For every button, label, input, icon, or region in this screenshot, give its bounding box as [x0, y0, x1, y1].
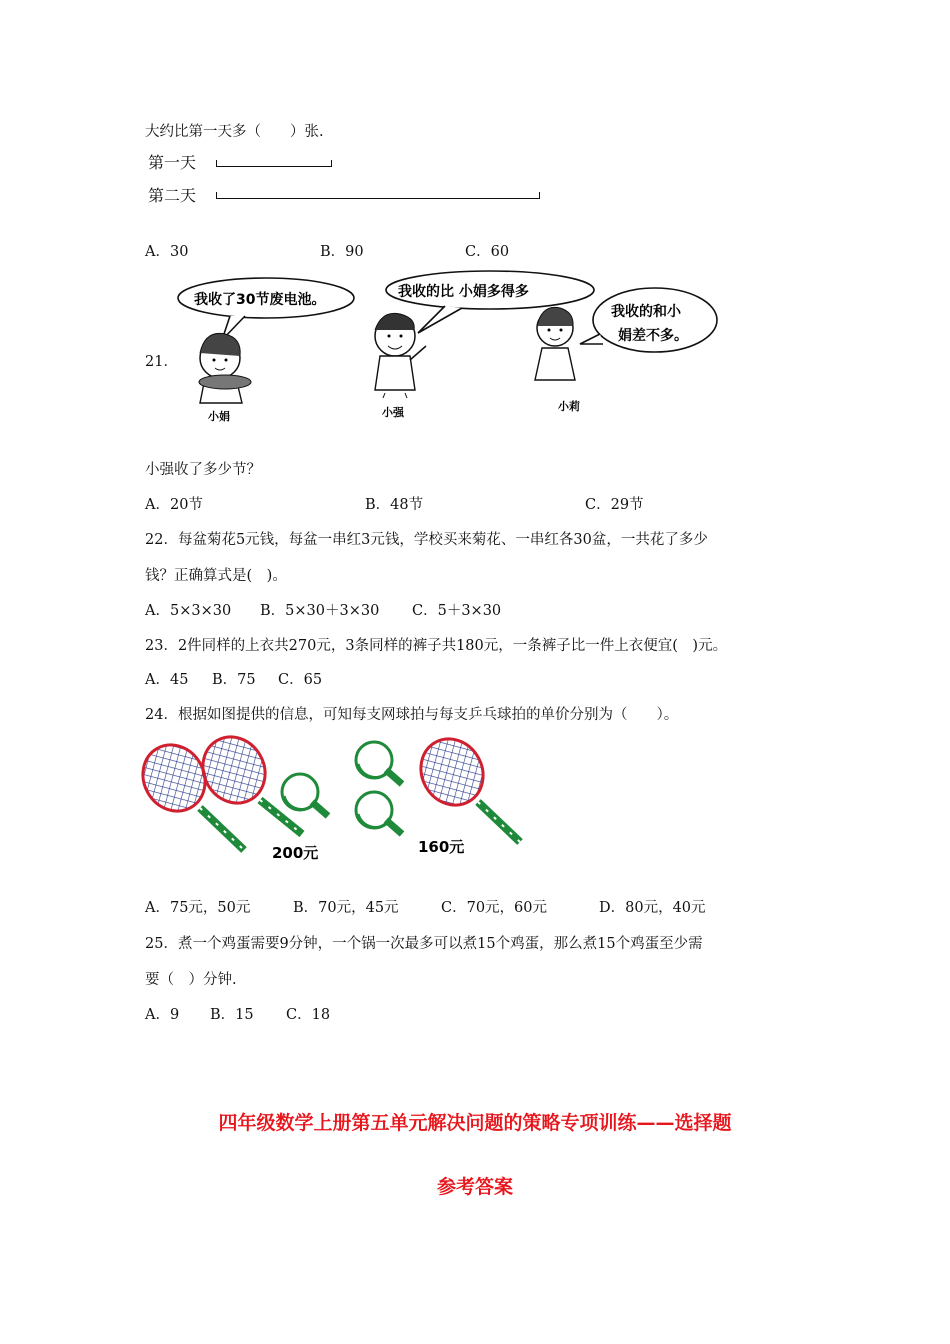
name-3: 小莉	[558, 400, 580, 413]
answer-section-title: 四年级数学上册第五单元解决问题的策略专项训练——选择题	[218, 1112, 732, 1134]
q25-line1: 25．煮一个鸡蛋需要9分钟，一个锅一次最多可以煮15个鸡蛋，那么煮15个鸡蛋至少需	[145, 936, 703, 952]
boy-xiaoqiang-figure	[375, 313, 426, 398]
q25-option-b[interactable]: B．15	[210, 1007, 254, 1023]
q24-option-d[interactable]: D．80元，40元	[599, 900, 706, 916]
q21-question: 小强收了多少节？	[145, 462, 261, 478]
q25-line2: 要（ ）分钟.	[145, 972, 237, 988]
q23-line1: 23．2件同样的上衣共270元，3条同样的裤子共180元，一条裤子比一件上衣便宜( )元。	[145, 638, 728, 654]
bar2-label: 第二天	[148, 186, 197, 205]
price-label-2: 160元	[418, 838, 465, 856]
q25-options	[145, 1003, 330, 1024]
q22-line1: 22．每盆菊花5元钱，每盆一串红3元钱，学校买来菊花、一串红各30盆，一共花了多少	[145, 532, 708, 548]
speech-text-3a: 我收的和小	[611, 304, 681, 320]
q21-option-c[interactable]: C．29节	[585, 497, 644, 513]
q22-option-a[interactable]: A．5×3×30	[145, 603, 232, 619]
ping-pong-paddle-icon	[356, 742, 402, 784]
name-1: 小娟	[208, 410, 230, 423]
q24-options	[145, 896, 706, 917]
q21-number: 21．	[145, 354, 178, 370]
q20-stem: 大约比第一天多（ ）张.	[145, 124, 324, 140]
q20-option-c[interactable]: C．60	[465, 244, 510, 260]
price-label-1: 200元	[272, 844, 319, 862]
tennis-racket-icon	[409, 730, 520, 842]
q23-options	[145, 668, 322, 689]
q24-rackets-figure	[140, 730, 540, 865]
q20-options	[145, 240, 509, 261]
bar1-label: 第一天	[148, 153, 197, 172]
q23-option-a[interactable]: A．45	[145, 672, 189, 688]
girl-xiaoli-figure	[535, 307, 575, 380]
q23-option-c[interactable]: C．65	[278, 672, 323, 688]
answer-section-subtitle: 参考答案	[436, 1176, 513, 1198]
q25-option-c[interactable]: C．18	[286, 1007, 331, 1023]
q24-option-b[interactable]: B．70元，45元	[293, 900, 399, 916]
q25-option-a[interactable]: A．9	[145, 1007, 180, 1023]
q22-options	[145, 599, 501, 620]
bar-day1	[216, 160, 332, 167]
q24-option-a[interactable]: A．75元，50元	[145, 900, 251, 916]
q22-line2: 钱？正确算式是( )。	[145, 568, 287, 584]
q22-option-b[interactable]: B．5×30＋3×30	[260, 603, 380, 619]
speech-text-2: 我收的比 小娟多得多	[398, 284, 529, 300]
girl-xiaojuan-figure	[199, 333, 251, 403]
q21-option-b[interactable]: B．48节	[365, 497, 424, 513]
q23-option-b[interactable]: B．75	[212, 672, 256, 688]
ping-pong-paddle-icon	[282, 774, 328, 816]
q21-option-a[interactable]: A．20节	[145, 497, 203, 513]
bar-day2	[216, 192, 540, 199]
speech-text-1: 我收了30节废电池。	[194, 292, 326, 308]
q24-line1: 24．根据如图提供的信息，可知每支网球拍与每支乒乓球拍的单价分别为（ ）。	[145, 707, 679, 723]
q20-option-b[interactable]: B．90	[320, 244, 364, 260]
q20-option-a[interactable]: A．30	[145, 244, 189, 260]
q21-cartoon	[170, 268, 730, 428]
name-2: 小强	[382, 406, 404, 419]
q24-option-c[interactable]: C．70元，60元	[441, 900, 547, 916]
speech-text-3b: 娟差不多。	[618, 328, 688, 344]
q21-options	[145, 493, 644, 514]
q22-option-c[interactable]: C．5＋3×30	[412, 603, 502, 619]
ping-pong-paddle-icon	[356, 792, 402, 834]
